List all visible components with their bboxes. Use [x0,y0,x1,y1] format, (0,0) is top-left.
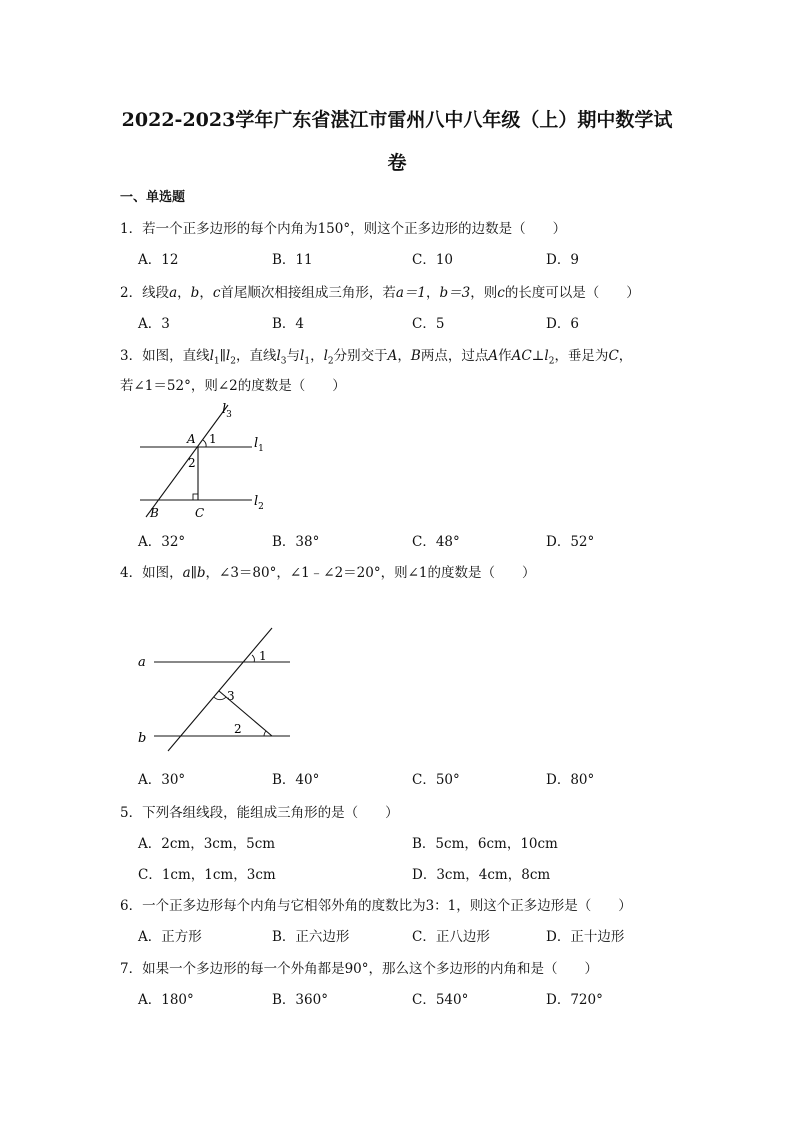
q2-option-b[interactable]: B．4 [272,316,305,332]
question-5: 5．下列各组线段，能组成三角形的是（ ） [120,805,399,821]
q6-option-a[interactable]: A．正方形 [138,929,202,945]
q4-figure [130,620,300,755]
q5-option-d[interactable]: D．3cm，4cm，8cm [412,867,551,883]
label-a: a [138,655,146,670]
angle-1-arc [203,440,206,447]
label-l3: $l_3$ [222,402,232,420]
q5-option-c[interactable]: C．1cm，1cm，3cm [138,867,276,883]
q7-option-d[interactable]: D．720° [546,992,603,1008]
q6-option-d[interactable]: D．正十边形 [546,929,625,945]
q2-option-c[interactable]: C．5 [412,316,445,332]
label-B: B [150,506,159,520]
label-l1: $l_1$ [254,436,264,454]
q2-option-a[interactable]: A．3 [138,316,170,332]
question-3-line2: 若∠1＝52°，则∠2的度数是（ ） [120,378,346,394]
q4-option-b[interactable]: B．40° [272,772,320,788]
q7-option-c[interactable]: C．540° [412,992,469,1008]
transversal [168,628,272,751]
q4-option-d[interactable]: D．80° [546,772,595,788]
angle-2-arc [264,731,266,736]
q2-option-d[interactable]: D．6 [546,316,579,332]
q6-option-c[interactable]: C．正八边形 [412,929,490,945]
question-1: 1．若一个正多边形的每个内角为150°，则这个正多边形的边数是（ ） [120,221,567,237]
label-b: b [138,731,147,746]
q7-option-b[interactable]: B．360° [272,992,328,1008]
page-title: 2022-2023学年广东省湛江市雷州八中八年级（上）期中数学试 [121,109,673,131]
question-4: 4．如图，a∥b，∠3＝80°，∠1﹣∠2＝20°，则∠1的度数是（ ） [120,565,536,581]
question-6: 6．一个正多边形每个内角与它相邻外角的度数比为3：1，则这个正多边形是（ ） [120,898,632,914]
section-heading: 一、单选题 [120,190,186,205]
label-angle-1: 1 [209,432,217,446]
label-A: A [187,432,196,446]
q5-option-b[interactable]: B．5cm，6cm，10cm [412,836,558,852]
q4-option-c[interactable]: C．50° [412,772,460,788]
q4-option-a[interactable]: A．30° [138,772,186,788]
q1-option-c[interactable]: C．10 [412,252,454,268]
label-angle-3: 3 [227,689,235,703]
q3-option-c[interactable]: C．48° [412,534,460,550]
q3-option-b[interactable]: B．38° [272,534,320,550]
q5-option-a[interactable]: A．2cm，3cm，5cm [138,836,276,852]
q1-option-d[interactable]: D．9 [546,252,579,268]
q3-option-a[interactable]: A．32° [138,534,186,550]
label-l2: $l_2$ [254,494,264,512]
question-2: 2．线段a，b，c首尾顺次相接组成三角形，若a＝1，b＝3，则c的长度可以是（ ） [120,285,640,301]
label-angle-1: 1 [259,649,267,663]
page-title-continued: 卷 [387,152,407,174]
q1-option-a[interactable]: A．12 [138,252,179,268]
label-C: C [195,506,205,520]
q3-figure [130,395,280,525]
question-3: 3．如图，直线$l_1\parallel l_2$，直线$l_3$与$l_1$，$l_2$分别交于A，B两点，过点A作$AC\perp l_2$，垂足为C， [120,348,633,367]
label-angle-2: 2 [234,722,242,736]
q3-option-d[interactable]: D．52° [546,534,595,550]
angle-1-arc [252,655,254,662]
question-7: 7．如果一个多边形的每一个外角都是90°，那么这个多边形的内角和是（ ） [120,961,599,977]
right-angle-mark [193,494,198,500]
label-angle-2: 2 [188,456,196,470]
q6-option-b[interactable]: B．正六边形 [272,929,350,945]
q7-option-a[interactable]: A．180° [138,992,194,1008]
angle-3-arc [214,697,226,700]
q1-option-b[interactable]: B．11 [272,252,313,268]
